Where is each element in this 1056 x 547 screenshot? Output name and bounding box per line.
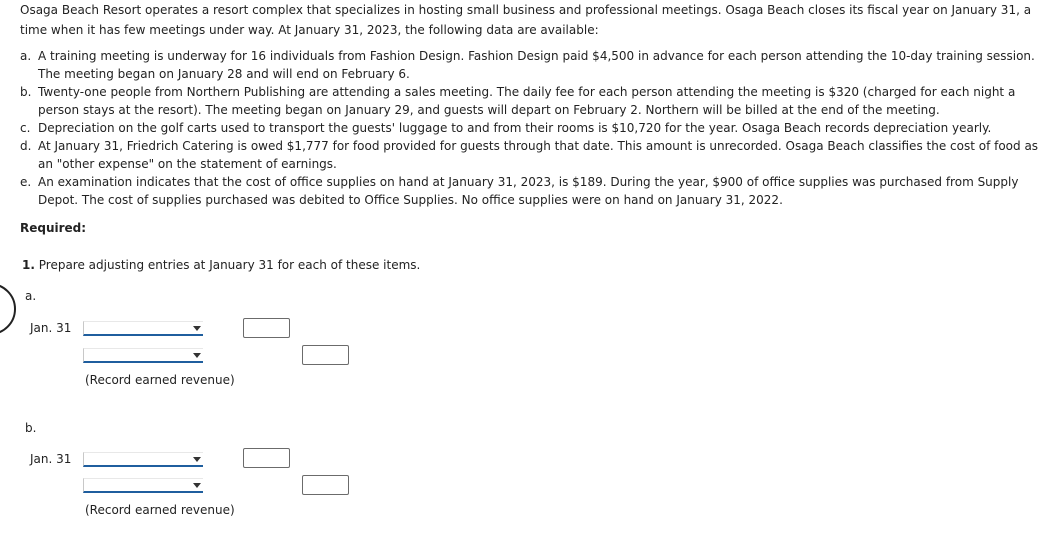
dropdown-arrow-icon bbox=[193, 457, 201, 462]
entry-b-label: b. bbox=[25, 421, 37, 435]
data-item-c bbox=[20, 119, 1054, 137]
entry-a-credit-account-select[interactable] bbox=[83, 348, 203, 363]
item-text: A training meeting is underway for 16 individuals from Fashion Design. Fashion Design paid $4,500 in advance for each person attending the 10-day training session. The meeting began on January 28 and will end on February 6. bbox=[38, 49, 1035, 81]
entry-b-debit-amount-input[interactable] bbox=[243, 448, 290, 468]
item-letter: a. bbox=[20, 49, 32, 63]
question-1 bbox=[22, 258, 420, 272]
data-item-e bbox=[20, 173, 1054, 209]
question-text: Prepare adjusting entries at January 31 for each of these items. bbox=[38, 258, 421, 272]
entry-a-credit-amount-input[interactable] bbox=[302, 345, 349, 365]
data-items-list bbox=[20, 47, 1054, 209]
data-item-a bbox=[20, 47, 1054, 83]
entry-a-debit-amount-input[interactable] bbox=[243, 318, 290, 338]
item-text: At January 31, Friedrich Catering is owed $1,777 for food provided for guests through that date. This amount is unrecorded. Osaga Beach classifies the cost of food as an "other expense" on the statement of earnings. bbox=[38, 139, 1039, 171]
entry-b-credit-amount-input[interactable] bbox=[302, 475, 349, 495]
item-text: An examination indicates that the cost of office supplies on hand at January 31, 2023, is $189. During the year, $900 of office supplies was purchased from Supply Depot. The cost of supplies purchased was debited to Office Supplies. No office supplies were on hand on January 31, 2022. bbox=[38, 175, 1019, 207]
item-text: Depreciation on the golf carts used to transport the guests' luggage to and from their rooms is $10,720 for the year. Osaga Beach records depreciation yearly. bbox=[38, 121, 992, 135]
item-text: Twenty-one people from Northern Publishing are attending a sales meeting. The daily fee for each person attending the meeting is $320 (charged for each night a person stays at the resort). The meeting began on January 29, and guests will depart on February 2. Northern will be billed at the end of the meeting. bbox=[38, 85, 1016, 117]
question-number: 1. bbox=[22, 258, 35, 272]
dropdown-arrow-icon bbox=[193, 326, 201, 331]
data-item-d bbox=[20, 137, 1054, 173]
entry-a-note: (Record earned revenue) bbox=[85, 373, 235, 387]
item-letter: d. bbox=[20, 139, 32, 153]
entry-b-date: Jan. 31 bbox=[30, 452, 72, 466]
entry-a-label: a. bbox=[25, 289, 37, 303]
entry-a-debit-account-select[interactable] bbox=[83, 321, 203, 336]
item-letter: e. bbox=[20, 175, 32, 189]
entry-b-note: (Record earned revenue) bbox=[85, 503, 235, 517]
entry-a-date: Jan. 31 bbox=[30, 321, 72, 335]
problem-intro: Osaga Beach Resort operates a resort complex that specializes in hosting small business and professional meetings. Osaga Beach closes its fiscal year on January 31, a time when it has few meetings under way. At January 31, 2023, the following data are available: bbox=[20, 3, 1032, 37]
item-letter: b. bbox=[20, 85, 32, 99]
entry-b-credit-account-select[interactable] bbox=[83, 478, 203, 493]
required-heading: Required: bbox=[20, 221, 87, 235]
dropdown-arrow-icon bbox=[193, 483, 201, 488]
item-letter: c. bbox=[20, 121, 31, 135]
data-item-b bbox=[20, 83, 1054, 119]
progress-circle-icon bbox=[0, 283, 16, 335]
entry-b-debit-account-select[interactable] bbox=[83, 452, 203, 467]
dropdown-arrow-icon bbox=[193, 353, 201, 358]
